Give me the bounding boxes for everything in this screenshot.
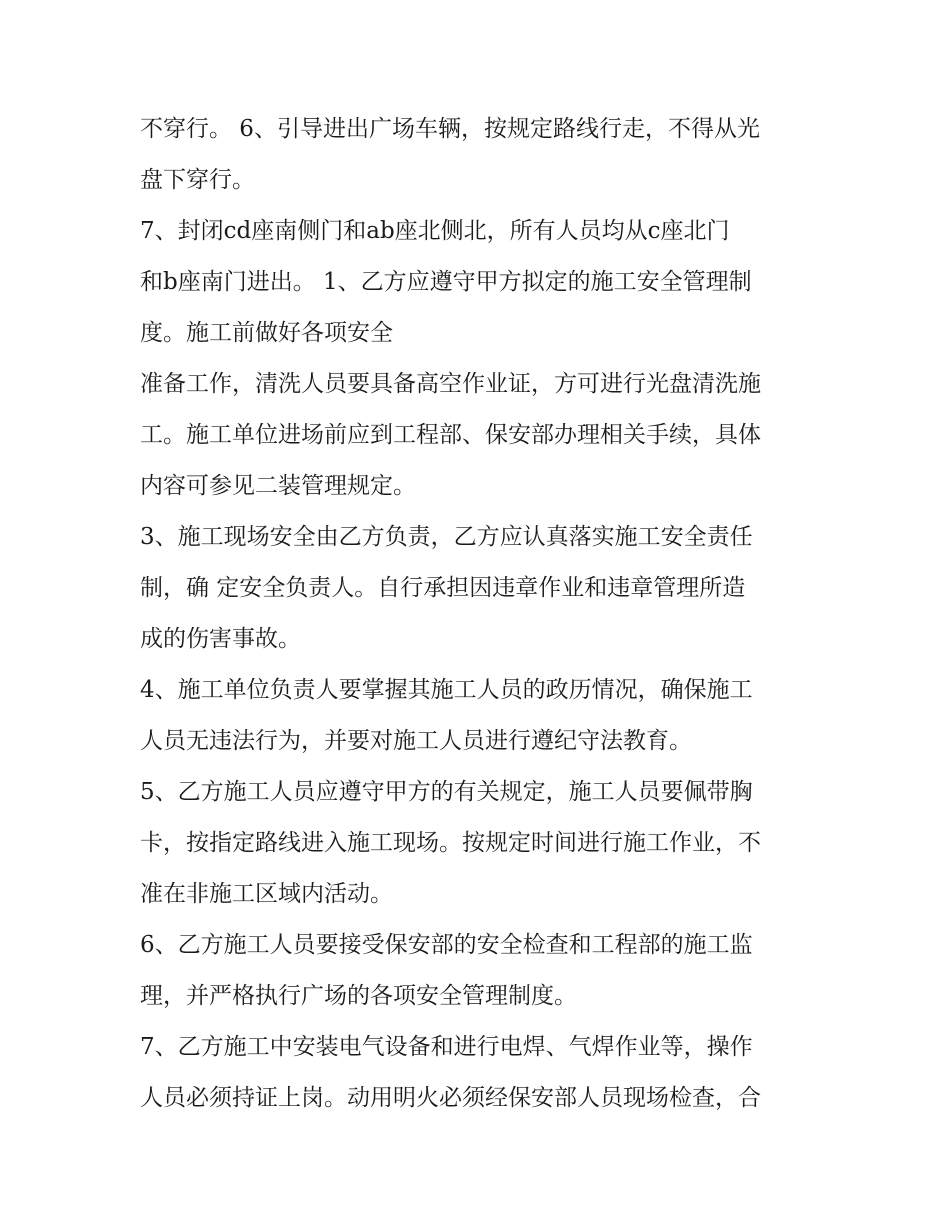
text-line: 人员无违法行为，并要对施工人员进行遵纪守法教育。 — [140, 728, 692, 754]
text-line: 6、乙方施工人员要接受保安部的安全检查和工程部的施工监 — [140, 932, 753, 958]
text-line: 准在非施工区域内活动。 — [140, 881, 393, 907]
text-line: 人员必须持证上岗。动用明火必须经保安部人员现场检查，合 — [140, 1085, 761, 1111]
document-body — [140, 104, 820, 1124]
text-line: 工。施工单位进场前应到工程部、保安部办理相关手续，具体 — [140, 422, 761, 448]
text-line: 度。施工前做好各项安全 — [140, 320, 393, 346]
text-line: 成的伤害事故。 — [140, 626, 301, 652]
text-line: 7、乙方施工中安装电气设备和进行电焊、气焊作业等，操作 — [140, 1034, 753, 1060]
text-line: 5、乙方施工人员应遵守甲方的有关规定，施工人员要佩带胸 — [140, 779, 753, 805]
text-line: 内容可参见二装管理规定。 — [140, 473, 416, 499]
text-line: 准备工作，清洗人员要具备高空作业证，方可进行光盘清洗施 — [140, 371, 761, 397]
text-line: 制，确 定安全负责人。自行承担因违章作业和违章管理所造 — [140, 575, 746, 601]
text-line: 7、封闭cd座南侧门和ab座北侧北，所有人员均从c座北门 — [140, 218, 730, 244]
text-line: 盘下穿行。 — [140, 167, 255, 193]
text-line: 不穿行。 6、引导进出广场车辆，按规定路线行走，不得从光 — [140, 116, 760, 142]
text-line: 4、施工单位负责人要掌握其施工人员的政历情况，确保施工 — [140, 677, 753, 703]
text-line: 和b座南门进出。 1、乙方应遵守甲方拟定的施工安全管理制 — [140, 269, 752, 295]
text-line: 卡，按指定路线进入施工现场。按规定时间进行施工作业，不 — [140, 830, 761, 856]
text-line: 理，并严格执行广场的各项安全管理制度。 — [140, 983, 577, 1009]
text-line: 3、施工现场安全由乙方负责，乙方应认真落实施工安全责任 — [140, 524, 753, 550]
